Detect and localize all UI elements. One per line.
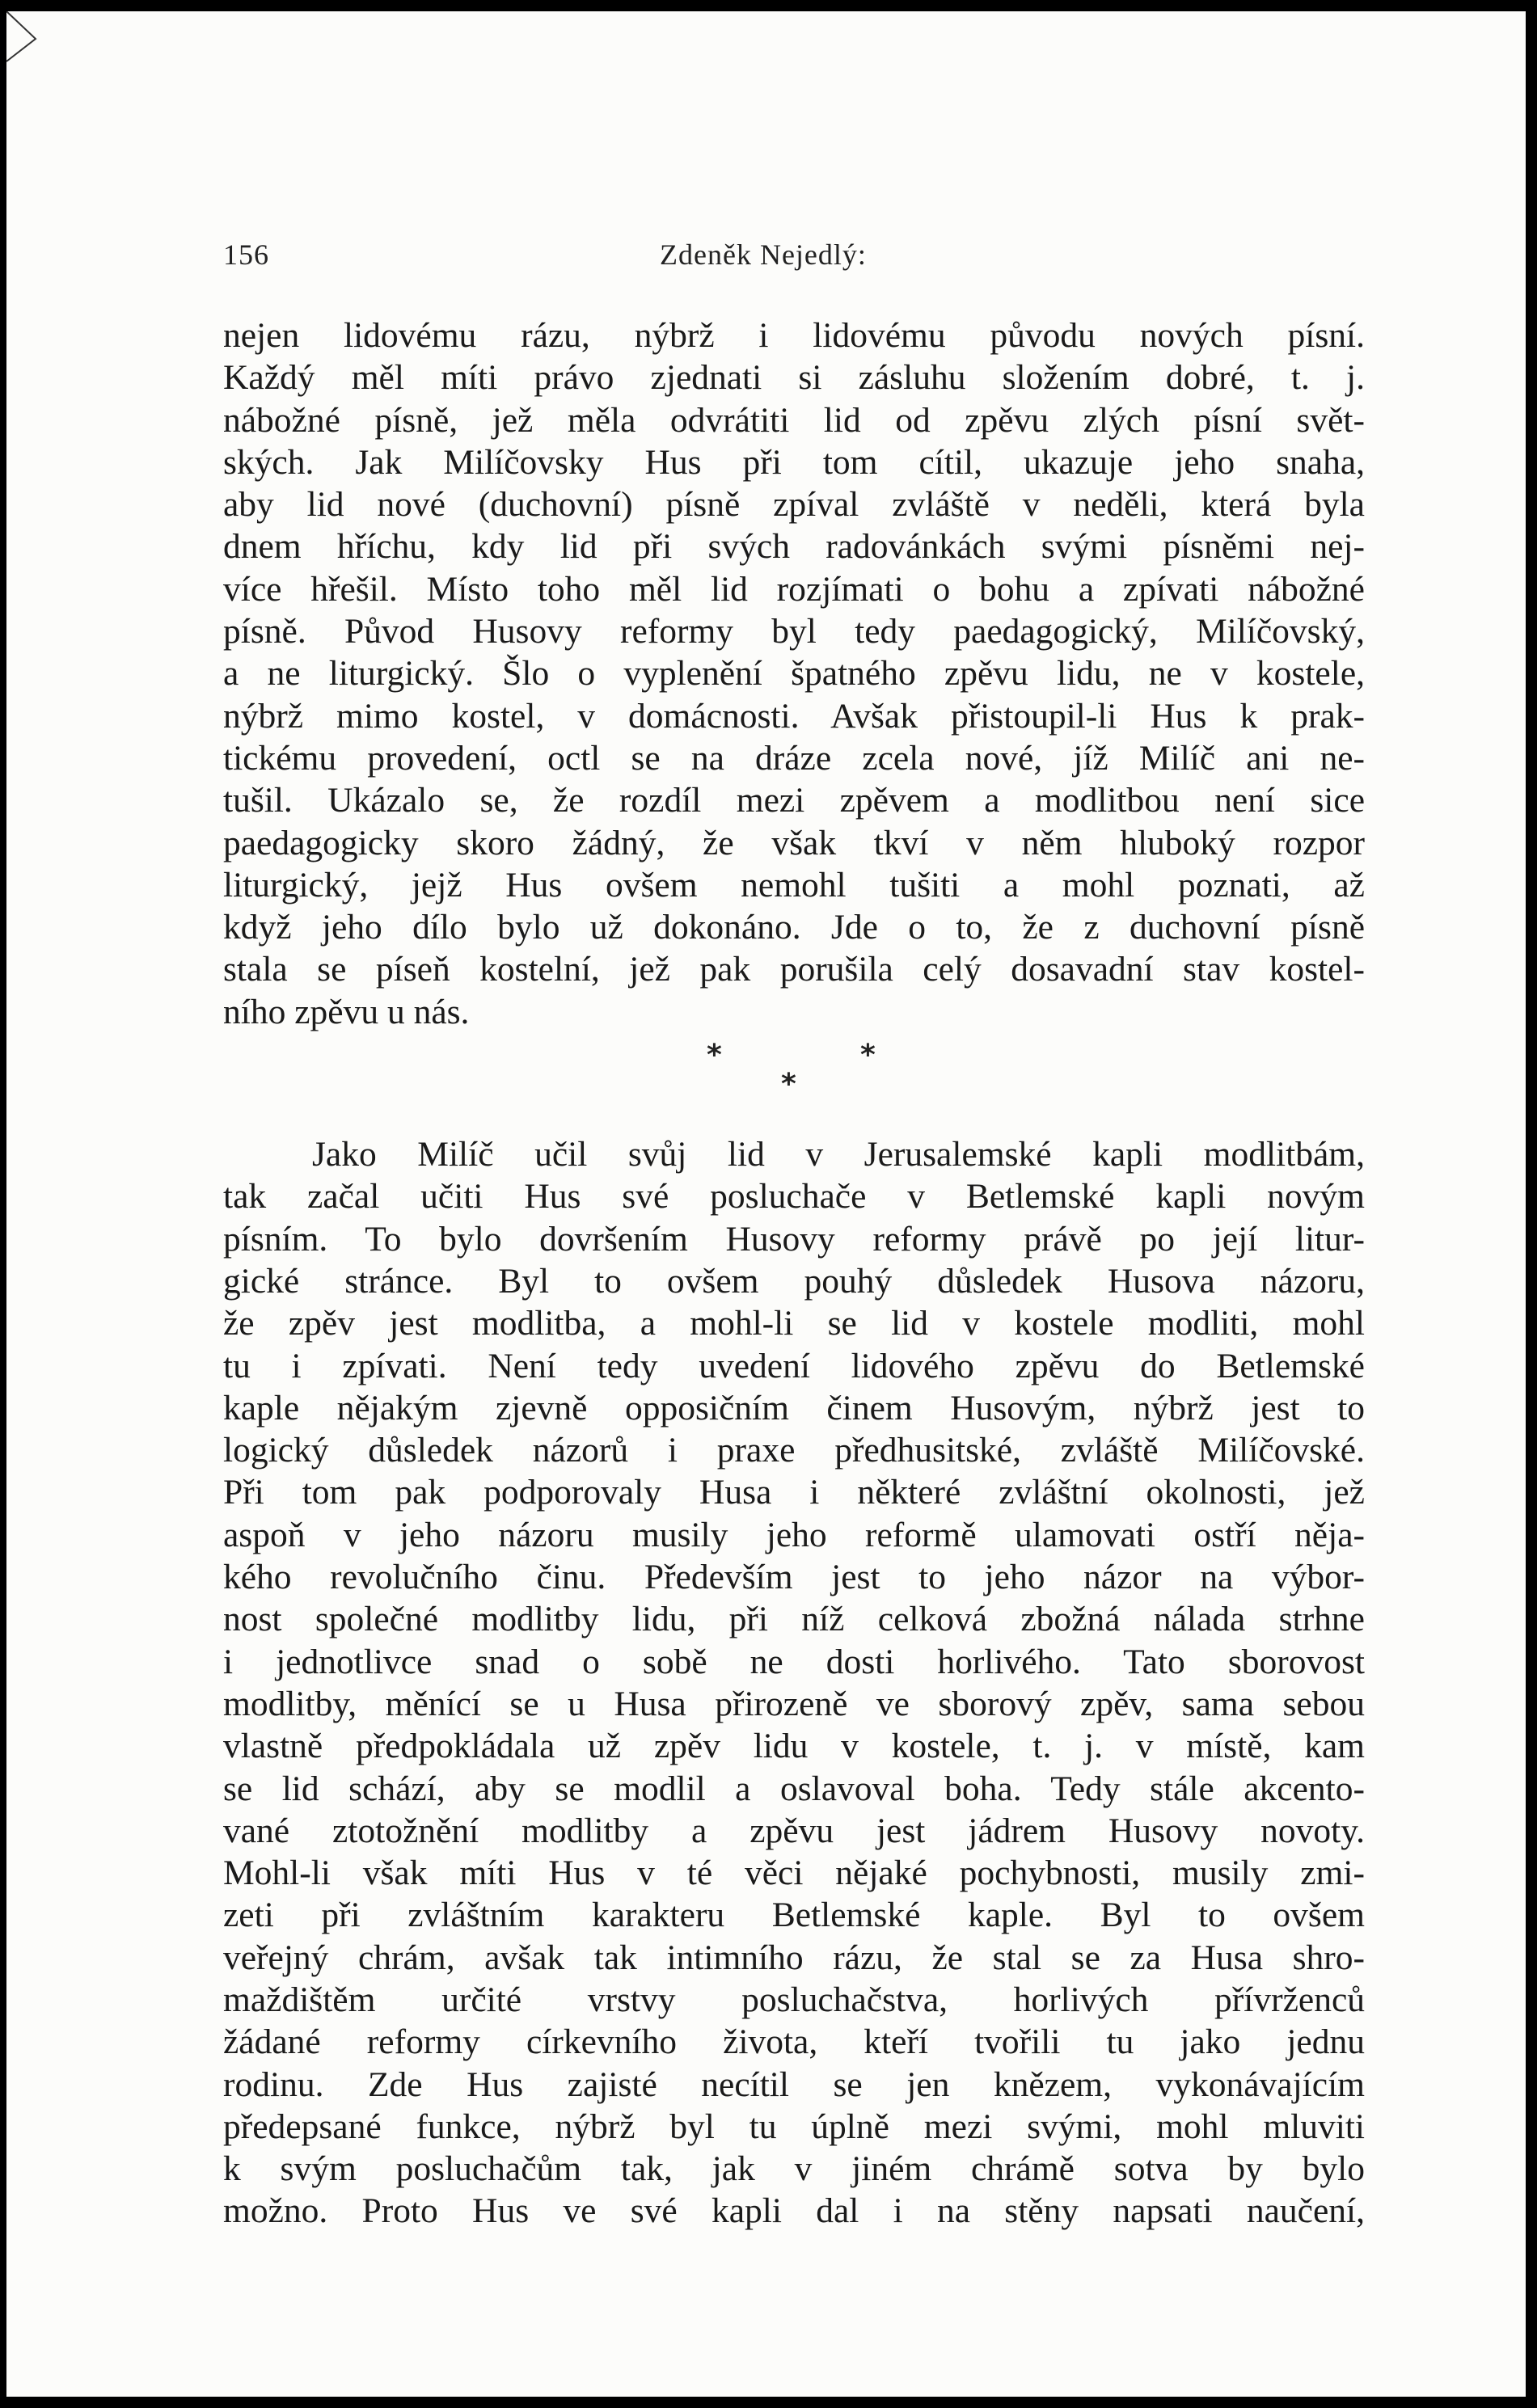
text-line: vlastně předpokládala už zpěv lidu v kostele, t. j. v místě, kam [223,1727,1365,1766]
text-line: maždištěm určité vrstvy posluchačstva, horlivých přívrženců [223,1980,1365,2019]
page-header [223,238,1365,278]
text-line: liturgický, jejž Hus ovšem nemohl tušiti a mohl poznati, až [223,865,1365,905]
text-line: se lid schází, aby se modlil a oslavoval boha. Tedy stále akcento- [223,1769,1365,1808]
text-line: logický důsledek názorů i praxe předhusitské, zvláště Milíčovské. [223,1431,1365,1470]
text-line: když jeho dílo bylo už dokonáno. Jde o to, že z duchovní písně [223,908,1365,947]
text-line: zeti při zvláštním karakteru Betlemské kaple. Byl to ovšem [223,1896,1365,1935]
text-line: veřejný chrám, avšak tak intimního rázu, že stal se za Husa shro- [223,1938,1365,1977]
text-line: nejen lidovému rázu, nýbrž i lidovému původu nových písní. [223,316,1365,355]
separator-asterisk: * [707,1039,722,1073]
text-line: stala se píseň kostelní, jež pak porušila celý dosavadní stav kostel- [223,950,1365,989]
text-line: ního zpěvu u nás. [223,992,470,1031]
text-line: dnem hříchu, kdy lid při svých radovánkách svými písněmi nej- [223,527,1365,567]
text-line: tušil. Ukázalo se, že rozdíl mezi zpěvem a modlitbou není sice [223,781,1365,820]
text-line: možno. Proto Hus ve své kapli dal i na stěny napsati naučení, [223,2191,1365,2231]
text-line: vané ztotožnění modlitby a zpěvu jest jádrem Husovy novoty. [223,1811,1365,1850]
folded-corner-mark [6,11,63,84]
text-line: předepsané funkce, nýbrž byl tu úplně mezi svými, mohl mluviti [223,2106,1365,2146]
text-line: žádané reformy církevního života, kteří tvořili tu jako jednu [223,2022,1365,2062]
text-line: modlitby, měnící se u Husa přirozeně ve sborový zpěv, sama sebou [223,1684,1365,1723]
text-line: Při tom pak podporovaly Husa i některé zvláštní okolnosti, jež [223,1473,1365,1512]
text-line: ských. Jak Milíčovsky Hus při tom cítil, ukazuje jeho snaha, [223,442,1365,482]
text-line: Každý měl míti právo zjednati si zásluhu složením dobré, t. j. [223,358,1365,398]
section-separator [223,1033,1365,1112]
text-line: tak začal učiti Hus své posluchače v Betlemské kapli novým [223,1177,1365,1217]
separator-asterisk: * [860,1039,876,1073]
text-line: že zpěv jest modlitba, a mohl-li se lid v kostele modliti, mohl [223,1304,1365,1343]
text-line: a ne liturgický. Šlo o vyplenění špatného zpěvu lidu, ne v kostele, [223,654,1365,694]
paragraph-2 [223,1133,1365,2233]
page-body [223,314,1365,2233]
text-line: Jako Milíč učil svůj lid v Jerusalemské kapli modlitbám, [312,1135,1365,1174]
running-title: Zdeněk Nejedlý: [660,238,867,271]
book-page [6,11,1526,2397]
text-line: více hřešil. Místo toho měl lid rozjímati o bohu a zpívati nábožné [223,569,1365,609]
text-line: kého revolučního činu. Především jest to jeho názor na výbor- [223,1558,1365,1597]
text-line: paedagogicky skoro žádný, že však tkví v něm hluboký rozpor [223,823,1365,862]
text-line: tickému provedení, octl se na dráze zcela nové, jíž Milíč ani ne- [223,738,1365,778]
text-line: písně. Původ Husovy reformy byl tedy paedagogický, Milíčovský, [223,612,1365,652]
text-line: aby lid nové (duchovní) písně zpíval zvláště v neděli, která byla [223,485,1365,525]
separator-asterisk: * [781,1068,796,1102]
text-line: nábožné písně, jež měla odvrátiti lid od zpěvu zlých písní svět- [223,400,1365,440]
page-number: 156 [223,238,269,271]
text-line: aspoň v jeho názoru musily jeho reformě ulamovati ostří něja- [223,1515,1365,1554]
text-line: písním. To bylo dovršením Husovy reformy právě po její litur- [223,1219,1365,1259]
text-line: gické stránce. Byl to ovšem pouhý důsledek Husova názoru, [223,1261,1365,1301]
text-line: rodinu. Zde Hus zajisté necítil se jen knězem, vykonávajícím [223,2064,1365,2104]
text-line: nost společné modlitby lidu, při níž celková zbožná nálada strhne [223,1600,1365,1639]
paragraph-1 [223,314,1365,1033]
text-line: nýbrž mimo kostel, v domácnosti. Avšak přistoupil-li Hus k prak- [223,696,1365,736]
text-line: tu i zpívati. Není tedy uvedení lidového zpěvu do Betlemské [223,1346,1365,1385]
text-line: k svým posluchačům tak, jak v jiném chrámě sotva by bylo [223,2149,1365,2189]
text-line: i jednotlivce snad o sobě ne dosti horlivého. Tato sborovost [223,1642,1365,1681]
text-line: Mohl-li však míti Hus v té věci nějaké pochybnosti, musily zmi- [223,1853,1365,1893]
text-line: kaple nějakým zjevně opposičním činem Husovým, nýbrž jest to [223,1388,1365,1428]
